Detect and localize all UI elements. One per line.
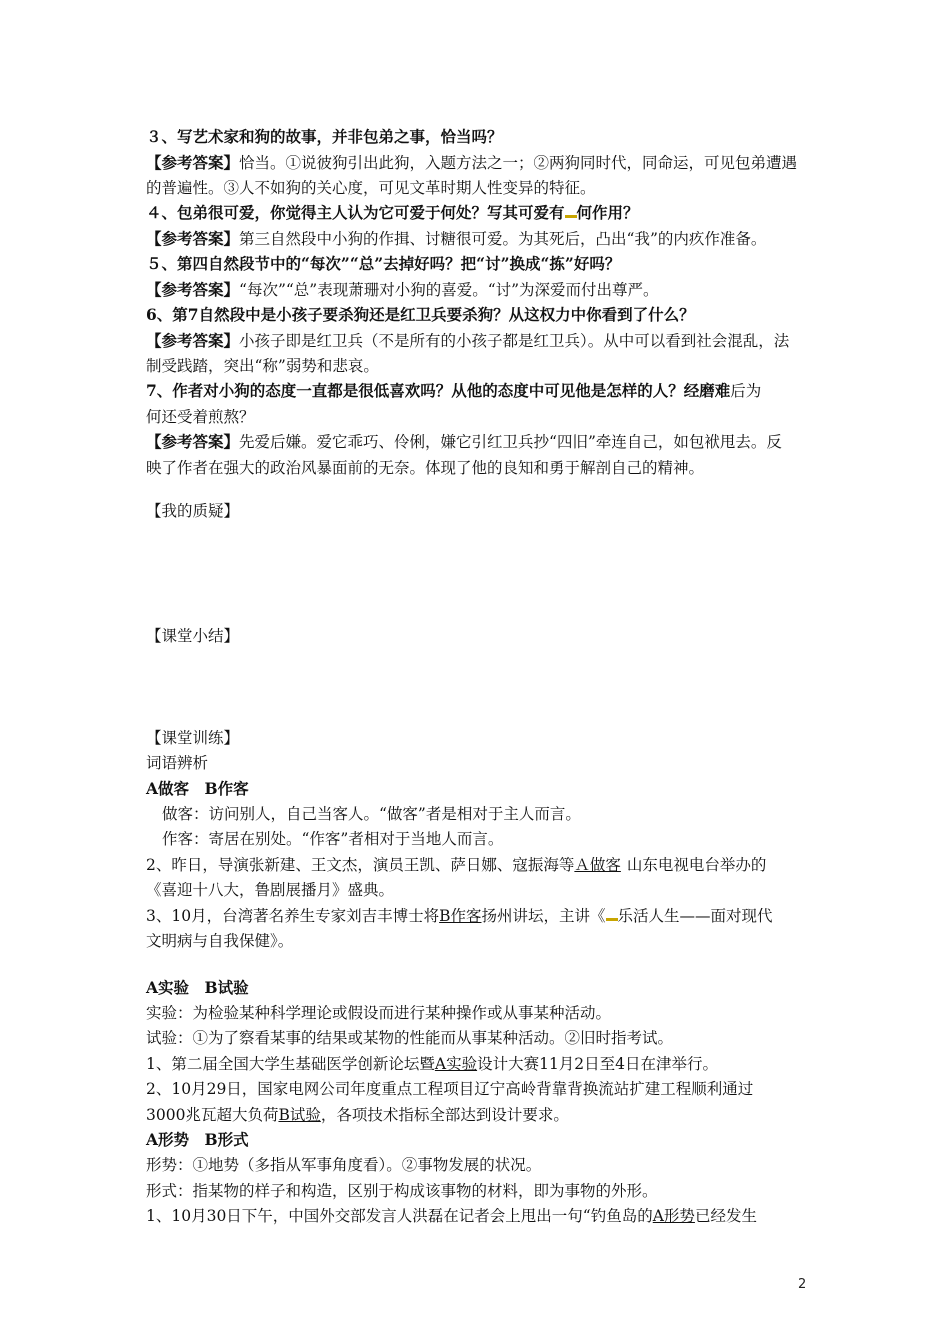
example-text: 扬州讲坛，主讲《 [481, 907, 606, 925]
pair-3-example-1 [146, 1205, 757, 1227]
pair-2-heading: A实验 B试验 [146, 978, 249, 997]
pair-1-example-3-line-1 [146, 905, 773, 927]
pair-2-example-1 [146, 1053, 718, 1075]
pair-3-heading: A形势 B形式 [146, 1130, 249, 1149]
section-training: 【课堂训练】 [146, 729, 240, 747]
example-text: 乐活人生——面对现代 [617, 907, 773, 925]
section-doubt: 【我的质疑】 [146, 502, 240, 520]
example-text: 1、10月30日下午，中国外交部发言人洪磊在记者会上甩出一句“钓鱼岛的 [146, 1207, 653, 1225]
question-6: 6、第7自然段中是小孩子要杀狗还是红卫兵要杀狗？从这权力中你看到了什么？ [146, 305, 695, 324]
answer-tag: 【参考答案】 [146, 280, 240, 299]
question-5: ５、第四自然段节中的“每次”“总”去掉好吗？把“讨”换成“拣”好吗？ [146, 254, 621, 273]
pair-2-example-2-line-1: 2、10月29日，国家电网公司年度重点工程项目辽宁高岭背靠背换流站扩建工程顺利通过 [146, 1080, 754, 1098]
answer-text: “每次”“总”表现萧珊对小狗的喜爱。“讨”为深爱而付出尊严。 [239, 281, 659, 299]
question-7-line-2: 何还受着煎熬？ [146, 408, 255, 426]
answer-5 [146, 279, 659, 301]
answer-underline: A实验 [434, 1055, 478, 1073]
answer-tag: 【参考答案】 [146, 229, 240, 248]
answer-tag: 【参考答案】 [146, 153, 240, 172]
answer-underline: B作客 [439, 907, 482, 925]
example-text: 1、第二届全国大学生基础医学创新论坛暨 [146, 1055, 435, 1073]
page-number: 2 [798, 1277, 807, 1292]
example-text: ，各项技术指标全部达到设计要求。 [320, 1106, 569, 1124]
answer-underline: B试验 [278, 1106, 321, 1124]
section-summary: 【课堂小结】 [146, 627, 240, 645]
pair-1-example-3-line-2: 文明病与自我保健》。 [146, 932, 294, 950]
pair-2-example-2-line-2 [146, 1104, 569, 1126]
answer-text: 恰当。①说彼狗引出此狗，入题方法之一；②两狗同时代，同命运，可见包弟遭遇 [239, 154, 798, 172]
example-text: 3、10月，台湾著名养生专家刘吉丰博士将 [146, 907, 440, 925]
answer-text: 第三自然段中小狗的作揖、讨糖很可爱。为其死后，凸出“我”的内疚作准备。 [239, 230, 767, 248]
example-text: 已经发生 [694, 1207, 757, 1225]
pair-2-definition-b: 试验：①为了察看某事的结果或某物的性能而从事某种活动。②旧时指考试。 [146, 1029, 674, 1047]
answer-3-line-2: 的普遍性。③人不如狗的关心度，可见文革时期人性变异的特征。 [146, 179, 596, 197]
answer-6-line-1 [146, 330, 789, 352]
highlight-mark [606, 910, 618, 921]
word-analysis-heading: 词语辨析 [146, 754, 209, 772]
pair-2-definition-a: 实验：为检验某种科学理论或假设而进行某种操作或从事某种活动。 [146, 1004, 612, 1022]
question-text: 后为 [730, 382, 762, 400]
example-text: 山东电视电台举办的 [626, 856, 767, 874]
question-4 [146, 202, 639, 224]
example-text: 2、昨日，导演张新建、王文杰，演员王凯、萨日娜、寇振海等 [146, 856, 575, 874]
answer-7-line-1 [146, 431, 782, 453]
highlight-mark [565, 207, 577, 218]
answer-text: 小孩子即是红卫兵（不是所有的小孩子都是红卫兵）。从中可以看到社会混乱，法 [239, 332, 790, 350]
pair-1-definition-a: 做客：访问别人，自己当客人。“做客”者是相对于主人而言。 [162, 805, 581, 823]
pair-1-example-2-line-1 [146, 854, 766, 876]
answer-4 [146, 228, 766, 250]
answer-tag: 【参考答案】 [146, 432, 240, 451]
answer-underline: A形势 [652, 1207, 695, 1225]
answer-tag: 【参考答案】 [146, 331, 240, 350]
pair-3-definition-a: 形势：①地势（多指从军事角度看）。②事物发展的状况。 [146, 1156, 542, 1174]
pair-1-heading: A做客 B作客 [146, 779, 249, 798]
answer-underline: Ａ做客 [574, 856, 621, 874]
question-text: 7、作者对小狗的态度一直都是很低喜欢吗？从他的态度中可见他是怎样的人？经磨难 [146, 381, 731, 400]
example-text: 设计大赛11月2日至4日在津举行。 [477, 1055, 719, 1073]
answer-7-line-2: 映了作者在强大的政治风暴面前的无奈。体现了他的良知和勇于解剖自己的精神。 [146, 459, 705, 477]
answer-text: 先爱后嫌。爱它乖巧、伶俐，嫌它引红卫兵抄“四旧”牵连自己，如包袱甩去。反 [239, 433, 782, 451]
answer-6-line-2: 制受践踏，突出“称”弱势和悲哀。 [146, 357, 379, 375]
question-3: ３、写艺术家和狗的故事，并非包弟之事，恰当吗？ [146, 127, 503, 146]
example-text: 3000兆瓦超大负荷 [146, 1106, 279, 1124]
pair-3-definition-b: 形式：指某物的样子和构造，区别于构成该事物的材料，即为事物的外形。 [146, 1182, 658, 1200]
pair-1-example-2-line-2: 《喜迎十八大，鲁剧展播月》盛典。 [146, 881, 395, 899]
question-text: 何作用？ [576, 203, 639, 222]
question-7-line-1 [146, 380, 761, 402]
question-text: ４、包弟很可爱，你觉得主人认为它可爱于何处？写其可爱有 [146, 203, 565, 222]
answer-3-line-1 [146, 152, 797, 174]
pair-1-definition-b: 作客：寄居在别处。“作客”者相对于当地人而言。 [162, 830, 504, 848]
